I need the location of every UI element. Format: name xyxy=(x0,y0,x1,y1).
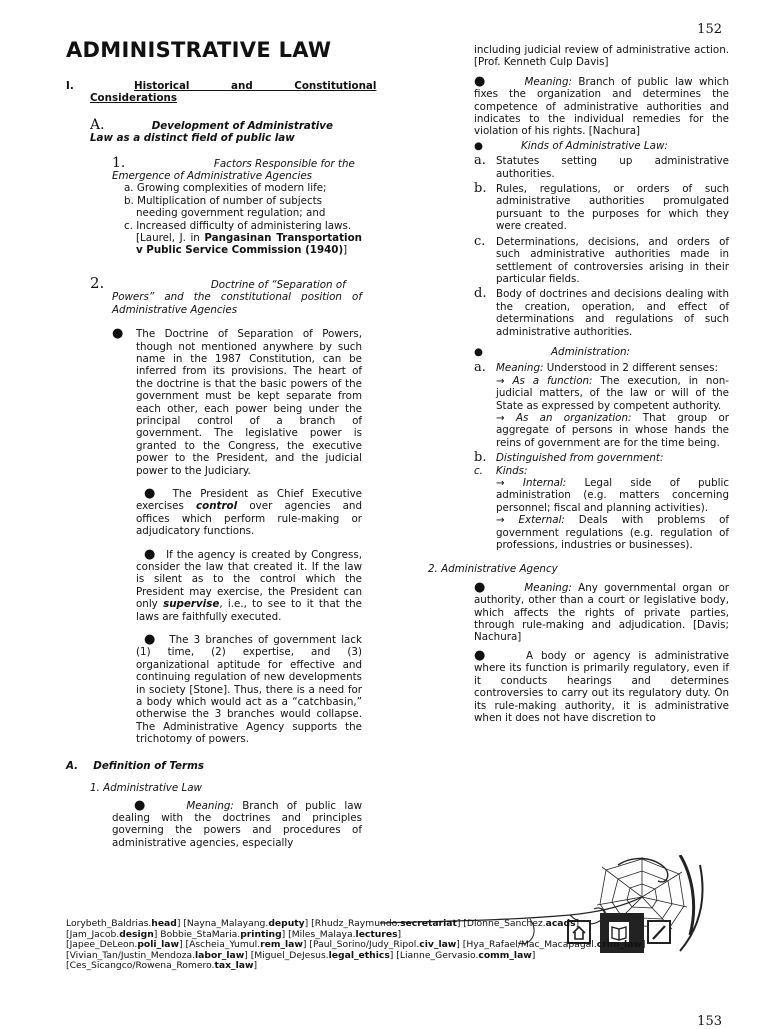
list-item: a. Meaning: Understood in 2 different senses: → As a function: The execution, in non-judicial matters, of the law or will of the State as expressed by competent authority. → As an organization: That group or aggregate of persons in whose hands the reins of government are for the time being. xyxy=(474,360,730,449)
factors-list xyxy=(124,182,362,256)
page-number: 152 xyxy=(697,22,722,37)
list-item: b. Distinguished from government: xyxy=(474,450,664,466)
agency-heading: 2. Administrative Agency xyxy=(428,563,558,576)
right-column xyxy=(428,44,730,724)
list-item: b. Rules, regulations, or orders of such administrative authorities promulgated pursuant to the purposes for which they were created. xyxy=(474,181,729,233)
arrow-icon: → xyxy=(496,477,505,489)
list-item: ● Meaning: Branch of public law which fixes the organization and determines the competence of administrative authorities and indicates to the individual remedies for the violation of his rights. [Nachura] xyxy=(474,73,729,138)
citation: [Laurel, J. in Pangasinan Transportation v Public Service Commission (1940)] xyxy=(136,232,362,257)
continued-text: including judicial review of administrative action. [Prof. Kenneth Culp Davis] xyxy=(474,44,729,69)
arrow-icon: → xyxy=(496,411,505,424)
bullet-icon: ● xyxy=(474,345,483,358)
bullet-icon: ● xyxy=(474,73,489,89)
list-item: ● The 3 branches of government lack (1) time, (2) expertise, and (3) organizational aptitude for effective and continuing regulation of new developments in society [Stone]. Thus, there is a need for a body which would act as a “catchbasin,” otherwise the 3 branches would collapse. The Administrative Agency supports the trichotomy of powers. xyxy=(136,632,362,746)
bullet-icon: ● xyxy=(144,632,158,648)
bullet-icon: ● xyxy=(474,647,491,663)
bullet-icon: ● xyxy=(134,797,151,813)
administration-heading: ● Administration: xyxy=(474,345,630,358)
bullet-icon: ● xyxy=(112,326,124,342)
page-title: ADMINISTRATIVE LAW xyxy=(66,38,332,62)
list-item: ● A body or agency is administrative where its function is primarily regulatory, even if it conducts hearings and determines controversies to carry out its regulatory duty. On its rule-making authority, it is administrative when it does not have discretion to xyxy=(474,647,730,724)
arrow-icon: → xyxy=(496,514,505,527)
admin-law-heading: 1. Administrative Law xyxy=(90,782,202,795)
left-column xyxy=(66,80,377,849)
bullet-icon: ● xyxy=(144,546,157,562)
list-item: ● If the agency is created by Congress, consider the law that created it. If the law is silent as to the control which the President may exercise, the President can only supervise, i.e., to see to it that the laws are faithfully executed. xyxy=(136,546,362,623)
bullet-icon: ● xyxy=(144,485,161,501)
factors-heading: 1. Factors Responsible for the Emergence of Administrative Agencies xyxy=(112,154,355,183)
list-item: c. Determinations, decisions, and orders of such administrative authorities made in settlement of controversies arising in their particular fields. xyxy=(474,233,729,285)
bullet-icon: ● xyxy=(474,139,483,152)
list-item: ● Meaning: Branch of public law dealing with the doctrines and principles governing the powers and procedures of administrative agencies, especially xyxy=(112,797,362,849)
credit-line: [Jam_Jacob.design] Bobbie_StaMaria.printing] [Miles_Malaya.lectures] xyxy=(66,928,402,940)
list-item: ● The President as Chief Executive exercises control over agencies and offices which perform rule-making or adjudicatory functions. xyxy=(136,485,363,538)
subsection-a-heading: A. Development of Administrative Law as a distinct field of public law xyxy=(90,116,334,145)
credit-line: Lorybeth_Baldrias.head] [Nayna_Malayang.deputy] [Rhudz_Raymundo.secretariat] [Dionne_Sanchez.acads] xyxy=(66,918,580,929)
section-heading: I. Historical and Constitutional Considerations xyxy=(66,80,377,105)
list-item: d. Body of doctrines and decisions dealing with the creation, operation, and effect of determinations and regulations of such administrative authorities. xyxy=(474,286,729,338)
kinds-list xyxy=(474,155,729,338)
list-item: ● The Doctrine of Separation of Powers, though not mentioned anywhere by such name in the 1987 Constitution, can be inferred from its provisions. The heart of the doctrine is that the basic powers of the government must be kept separate from each other, each power being under the principal control of a branch of government. The legislative power is granted to the Congress, the executive power to the President, and the judicial power to the Judiciary. xyxy=(112,326,362,477)
credit-line: [Japee_DeLeon.poli_law] [Ascheia_Yumul.rem_law] [Paul_Sorino/Judy_Ripol.civ_law] [Hya_Rafael/Mac_Macapagal.crim_law] xyxy=(66,939,646,951)
page-number: 153 xyxy=(697,1014,722,1029)
kinds-heading: ● Kinds of Administrative Law: xyxy=(474,139,668,152)
list-item: c. Increased difficulty of administering laws. xyxy=(124,219,352,232)
list-item: ● Meaning: Any governmental organ or authority, other than a court or legislative body, which affects the rights of private parties, through rule-making and adjudication. [Davis; Nachura] xyxy=(474,579,729,644)
list-item: b. Multiplication of number of subjects needing government regulation; and xyxy=(124,194,326,220)
bullet-icon: ● xyxy=(474,579,489,595)
separation-heading: 2. Doctrine of “Separation of Powers” and the constitutional position of Administrative Agencies xyxy=(90,273,362,316)
credit-line: [Vivian_Tan/Justin_Mendoza.labor_law] [Miguel_DeJesus.legal_ethics] [Lianne_Gervasio.comm_law] [Ces_Sicangco/Rowena_Romero.tax_law] xyxy=(66,949,536,972)
list-item: a. Statutes setting up administrative authorities. xyxy=(474,153,729,180)
list-item: a. Growing complexities of modern life; xyxy=(124,182,327,195)
staff-credits xyxy=(66,919,706,972)
arrow-icon: → xyxy=(496,374,505,387)
definition-heading: A. Definition of Terms xyxy=(66,759,204,772)
list-item: c. Kinds: → Internal: Legal side of public administration (e.g. matters concerning personnel; fiscal and planning activities). → External: Deals with problems of government regulations (e.g. regulation of professions, industries or businesses). xyxy=(474,464,729,552)
